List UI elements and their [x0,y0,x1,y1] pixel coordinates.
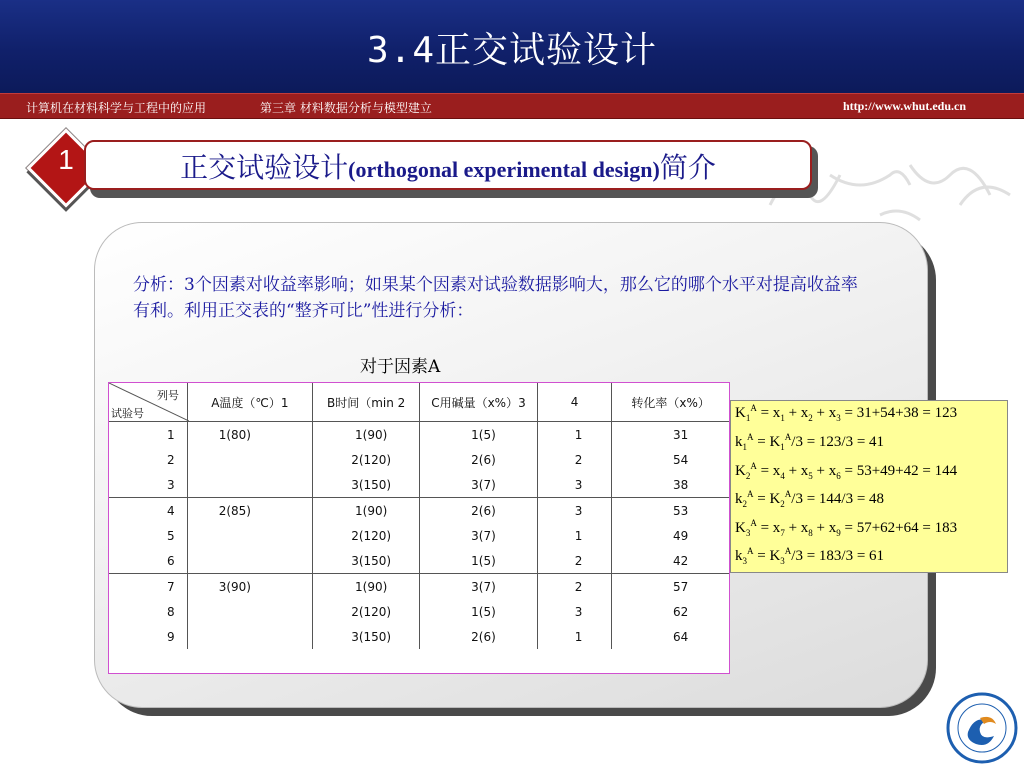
table-cell: 3(7) [420,523,538,548]
university-logo-icon [946,692,1018,764]
formula-value: /3 = 144/3 = 48 [791,491,885,507]
corner-row-label: 试验号 [111,407,144,420]
table-cell: 1(80) [187,422,313,448]
table-cell: 3(150) [313,624,420,649]
table-cell: 1(90) [313,422,420,448]
table-cell: 2(6) [420,498,538,524]
section-title-cn-1: 正交试验设计 [180,151,349,184]
analysis-paragraph: 分析：3个因素对收益率影响；如果某个因素对试验数据影响大，那么它的哪个水平对提高收益率有利。利用正交表的“整齐可比”性进行分析： [133,275,858,321]
table-cell: 2(120) [313,599,420,624]
table-cell: 6 [109,548,187,574]
table-cell: 2(6) [420,447,538,472]
orthogonal-table [108,382,730,674]
table-cell: 1 [109,422,187,448]
table-cell: 5 [109,523,187,548]
section-title-cn-2: 简介 [659,151,716,184]
corner-column-label: 列号 [157,389,179,402]
table-row [109,599,729,624]
table-cell: 2 [537,447,612,472]
table-cell: 1(90) [313,498,420,524]
table-cell: 1 [537,624,612,649]
table-cell: 3 [537,599,612,624]
table-cell [187,447,313,472]
table-header-cell: 转化率（x%） [612,383,729,422]
section-title-en: (orthogonal experimental design) [348,157,660,182]
table-cell [187,523,313,548]
table-cell: 3(150) [313,472,420,498]
table-cell: 2(120) [313,523,420,548]
formula-line: $k_1^A = K_1^A/3 = 123/3 = 41$ [735,432,885,452]
formula-value: /3 = 123/3 = 41 [791,434,885,450]
section-title [84,146,812,186]
formula-value: = 31+54+38 = 123 [844,405,958,421]
table-row [109,447,729,472]
table-cell: 42 [612,548,729,574]
table-cell: 2 [537,548,612,574]
chapter-name: 第三章 材料数据分析与模型建立 [260,101,432,115]
formula-line: $K_3^A = x_7 + x_8 + x_9 = 57+62+64 = 183$ [735,518,958,538]
table-row [109,523,729,548]
table-header-cell: 4 [537,383,612,422]
table-cell: 1(5) [420,599,538,624]
table-row [109,472,729,498]
table-cell: 54 [673,452,689,467]
table-row [109,574,729,600]
table-row [109,624,729,649]
course-name: 计算机在材料科学与工程中的应用 [26,101,207,115]
sub-header-band [0,93,1024,119]
formula-value: /3 = 183/3 = 61 [791,548,885,564]
table-cell: 1 [537,523,612,548]
table-cell: 1(90) [313,574,420,600]
table-corner-cell [109,383,187,422]
table-cell: 49 [673,528,689,543]
table-cell: 53 [673,503,689,518]
table-cell: 3(7) [420,472,538,498]
table-cell: 2 [537,574,612,600]
table-header-cell: B时间（min 2 [313,383,420,422]
table-cell: 64 [673,629,689,644]
table-cell: 3 [537,472,612,498]
table-cell: 38 [612,472,729,498]
table-cell: 3(90) [187,574,313,600]
table-header-cell: A温度（℃）1 [187,383,313,422]
table-cell: 2 [109,447,187,472]
factor-caption: 对于因素A [360,357,441,377]
table-cell: 2(85) [187,498,313,524]
formula-value: = 57+62+64 = 183 [844,520,958,536]
table-cell: 7 [109,574,187,600]
table-cell: 2(6) [420,624,538,649]
table-body [109,422,729,650]
site-url[interactable]: http://www.whut.edu.cn [842,99,966,113]
formula-line: $k_2^A = K_2^A/3 = 144/3 = 48$ [735,489,885,509]
formula-line: $K_1^A = x_1 + x_2 + x_3 = 31+54+38 = 123$ [735,403,958,423]
table-cell: 31 [673,427,689,442]
table-cell: 4 [109,498,187,524]
formula-value: = 53+49+42 = 144 [844,463,958,479]
table-header-cell: C用碱量（x%）3 [420,383,538,422]
table-cell: 3 [109,472,187,498]
table-row [109,498,729,524]
table-cell: 8 [109,599,187,624]
table-cell [187,624,313,649]
table-cell: 62 [673,604,689,619]
table-cell [187,548,313,574]
table-cell: 3(7) [420,574,538,600]
formula-line: $K_2^A = x_4 + x_5 + x_6 = 53+49+42 = 144$ [735,461,958,481]
table-row [109,422,729,448]
table-cell: 3 [537,498,612,524]
formula-line: $k_3^A = K_3^A/3 = 183/3 = 61$ [735,546,885,566]
table-cell: 1 [537,422,612,448]
table-cell: 3(150) [313,548,420,574]
table-cell [187,472,313,498]
table-cell [187,599,313,624]
table-cell: 57 [673,579,689,594]
table-cell: 1(5) [420,422,538,448]
table-cell: 1(5) [420,548,538,574]
table-cell: 2(120) [313,447,420,472]
table-row [109,548,729,574]
formula-box [730,400,1008,573]
section-number: 1 [58,144,74,175]
slide-title: 3.4正交试验设计 [366,30,658,71]
table-cell: 9 [109,624,187,649]
